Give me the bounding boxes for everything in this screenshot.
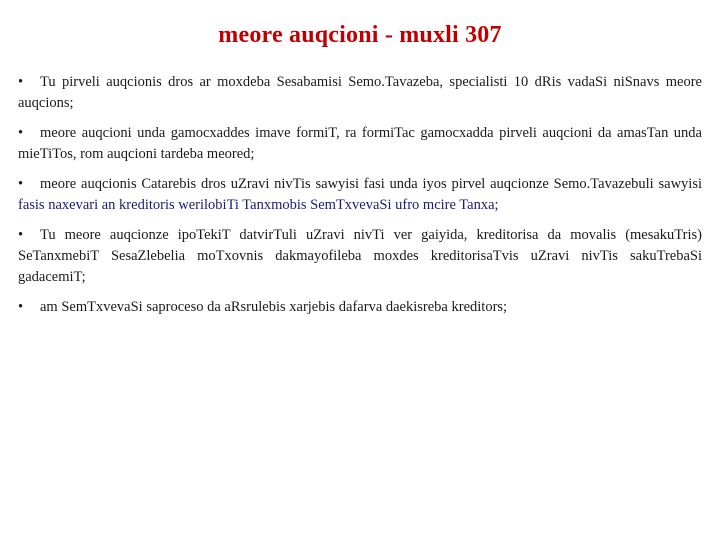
bullet-item — [18, 72, 702, 114]
bullet-dot-icon: • — [18, 74, 24, 90]
bullet-item — [18, 297, 702, 318]
bullet-item — [18, 225, 702, 288]
bullet-list — [18, 72, 702, 327]
bullet-dot-icon: • — [18, 176, 24, 192]
bullet-text-highlight: fasis naxevari an kreditoris werilobiTi Tanxmobis SemTxvevaSi ufro mcire Tanxa; — [18, 197, 499, 213]
bullet-text: Tu meore auqcionze ipoTekiT datvirTuli uZravi nivTi ver gaiyida, kreditorisa da movalis (mesakuTris) SeTanxmebiT SesaZlebelia moTxovnis dakmayofileba moxdes kreditorisaTvis uZravi nivTis sakuTrebaSi gadacemiT; — [18, 227, 702, 285]
bullet-text: meore auqcionis Catarebis dros uZravi nivTis sawyisi fasi unda iyos pirvel auqcionze Semo.Tavazebuli sawyisi — [40, 176, 702, 192]
bullet-item — [18, 174, 702, 216]
bullet-dot-icon: • — [18, 299, 24, 315]
bullet-dot-icon: • — [18, 227, 24, 243]
slide-title: meore auqcioni - muxli 307 — [218, 22, 502, 48]
bullet-text: Tu pirveli auqcionis dros ar moxdeba Sesabamisi Semo.Tavazeba, specialisti 10 dRis vadaSi niSnavs meore auqcions; — [18, 74, 702, 111]
bullet-item — [18, 123, 702, 165]
bullet-text: am SemTxvevaSi saproceso da aRsrulebis xarjebis dafarva daekisreba kreditors; — [40, 299, 508, 315]
bullet-text: meore auqcioni unda gamocxaddes imave formiT, ra formiTac gamocxadda pirveli auqcioni da amasTan unda mieTiTos, rom auqcioni tardeba meored; — [18, 125, 702, 162]
bullet-dot-icon: • — [18, 125, 24, 141]
